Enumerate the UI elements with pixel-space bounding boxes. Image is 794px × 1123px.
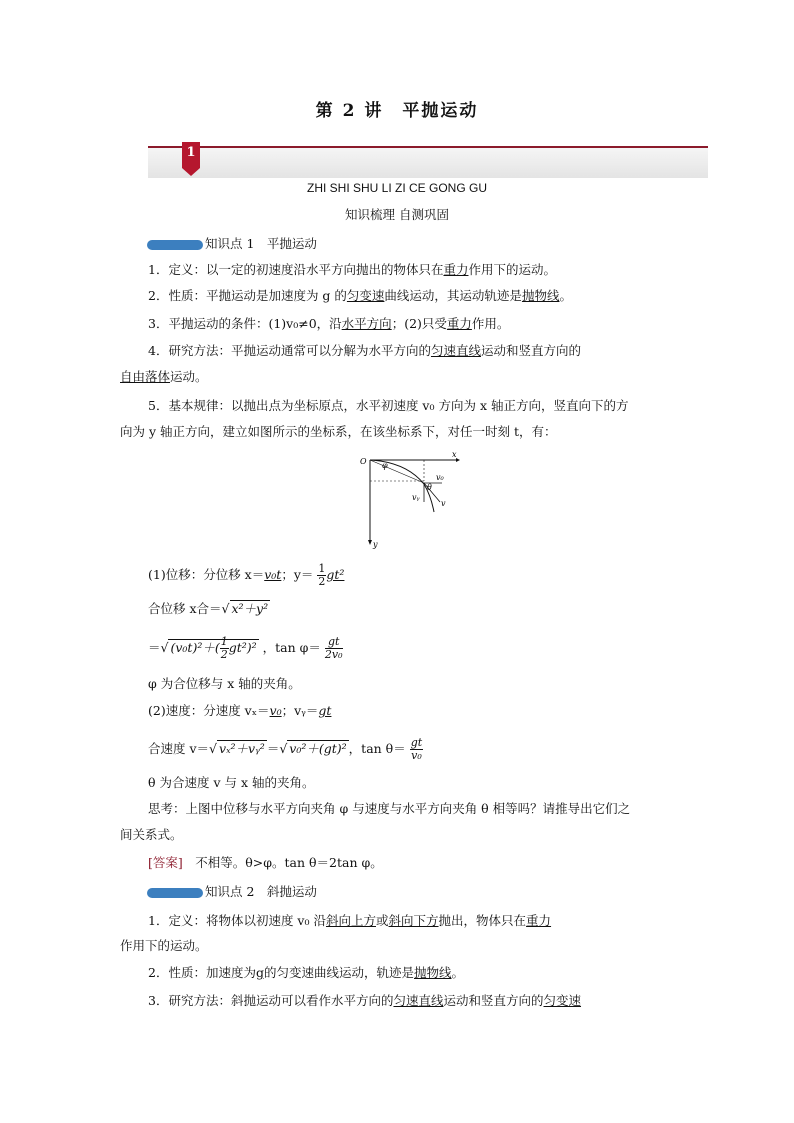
section-header-bar — [148, 146, 708, 178]
paragraph: 3．平抛运动的条件：(1)v₀≠0，沿水平方向；(2)只受重力作用。 — [148, 316, 510, 331]
theta-label: θ — [427, 483, 432, 492]
phi-note: φ 为合位移与 x 轴的夹角。 — [148, 676, 301, 691]
vy-label: vᵧ — [412, 493, 420, 502]
phi-label: φ — [382, 461, 388, 470]
pill-icon — [147, 888, 203, 898]
paragraph: 1．定义：以一定的初速度沿水平方向抛出的物体只在重力作用下的运动。 — [148, 262, 556, 277]
paragraph: 3．研究方法：斜抛运动可以看作水平方向的匀速直线运动和竖直方向的匀变速 — [148, 993, 582, 1008]
y-axis-label: y — [373, 540, 378, 549]
paragraph: 自由落体运动。 — [120, 369, 208, 384]
paragraph: 向为 y 轴正方向，建立如图所示的坐标系，在该坐标系下，对任一时刻 t，有： — [120, 424, 557, 439]
knowledge-point-1 — [147, 234, 317, 252]
answer: [答案] 不相等。θ>φ。tan θ＝2tan φ。 — [148, 855, 383, 870]
kp1-label: 知识点 1 平抛运动 — [205, 236, 317, 251]
formula-combined-displacement: 合位移 x合＝√ x²＋y² — [148, 601, 269, 616]
knowledge-point-2 — [147, 882, 317, 900]
think-question-cont: 间关系式。 — [120, 827, 183, 842]
paragraph: 2．性质：加速度为g的匀变速曲线运动，轨迹是抛物线。 — [148, 965, 465, 980]
paragraph: 作用下的运动。 — [120, 938, 208, 953]
origin-label: O — [360, 457, 367, 466]
kp2-label: 知识点 2 斜抛运动 — [205, 884, 317, 899]
formula-combined-displacement-2: ＝√ (v₀t)²＋( $\frac{1}{2}$ gt²)² ，tan φ＝ $\frac{gt}{\text{2v₀}}$ — [148, 635, 343, 661]
formula-combined-velocity: 合速度 v＝√ vₓ²＋vᵧ² ＝√ v₀²＋(gt)² ，tan θ＝ $\frac{gt}{\text{v₀}}$ — [148, 736, 423, 762]
paragraph: 5．基本规律：以抛出点为坐标原点，水平初速度 v₀ 方向为 x 轴正方向，竖直向下的方 — [148, 398, 629, 413]
paragraph: 2．性质：平抛运动是加速度为 g 的匀变速曲线运动，其运动轨迹是抛物线。 — [148, 288, 572, 303]
v-label: v — [441, 499, 446, 508]
page-title: 第 2 讲 平抛运动 — [315, 101, 479, 121]
v0-label: v₀ — [436, 473, 444, 482]
formula-velocity: (2)速度：分速度 vₓ＝v₀；vᵧ＝gt — [148, 703, 332, 718]
section-pinyin: ZHI SHI SHU LI ZI CE GONG GU — [306, 181, 488, 195]
formula-displacement: (1)位移：分位移 x＝v₀t；y＝ $\frac{1}{2}$ gt² — [148, 562, 345, 588]
paragraph: 4．研究方法：平抛运动通常可以分解为水平方向的匀速直线运动和竖直方向的 — [148, 343, 581, 358]
theta-note: θ 为合速度 v 与 x 轴的夹角。 — [148, 775, 315, 790]
pill-icon — [147, 240, 203, 250]
section-number-badge: 1 — [182, 142, 200, 168]
projectile-figure — [356, 450, 466, 550]
x-axis-label: x — [452, 450, 457, 459]
paragraph: 1．定义：将物体以初速度 v₀ 沿斜向上方或斜向下方抛出，物体只在重力 — [148, 913, 552, 928]
section-subtitle: 知识梳理 自测巩固 — [345, 207, 449, 222]
think-question: 思考：上图中位移与水平方向夹角 φ 与速度与水平方向夹角 θ 相等吗？请推导出它们之 — [148, 801, 631, 816]
